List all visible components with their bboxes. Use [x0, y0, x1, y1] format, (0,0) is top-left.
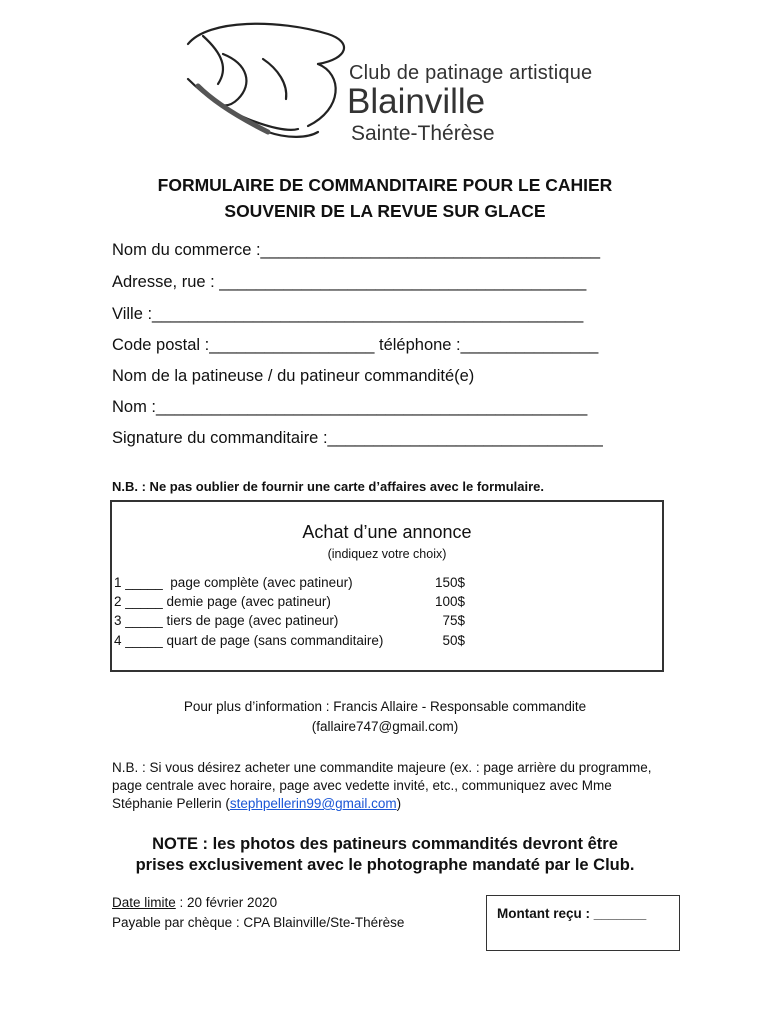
photo-note [60, 834, 710, 876]
payable-text: Payable par chèque : CPA Blainville/Ste-Thérèse [112, 915, 405, 930]
contact-info-line: Pour plus d’information : Francis Allaire - Responsable commandite [183, 699, 587, 714]
nb-commandite-majeure [112, 759, 652, 813]
option-2-label[interactable]: 2 _____ demie page (avec patineur) [114, 594, 331, 609]
annonce-subtitle: (indiquez votre choix) [327, 547, 447, 561]
deadline-block [112, 893, 404, 933]
title-line-1: FORMULAIRE DE COMMANDITAIRE POUR LE CAHIER [157, 175, 613, 195]
field-signature[interactable]: Signature du commanditaire :______________________________ [112, 429, 603, 447]
contact-email: (fallaire747@gmail.com) [311, 719, 459, 734]
nb-carte-affaires: N.B. : Ne pas oublier de fournir une carte d’affaires avec le formulaire. [112, 479, 545, 494]
contact-info [80, 697, 690, 737]
field-adresse[interactable]: Adresse, rue : ________________________________________ [112, 273, 587, 291]
field-code-postal-telephone[interactable]: Code postal :__________________ téléphone :_______________ [112, 336, 599, 354]
field-commerce[interactable]: Nom du commerce :_____________________________________ [112, 241, 601, 259]
montant-recu-label[interactable]: Montant reçu : _______ [497, 906, 647, 921]
annonce-box [110, 500, 664, 672]
logo-city-text: Blainville [347, 82, 486, 121]
logo-subcity-text: Sainte-Thérèse [351, 122, 495, 145]
page-title [60, 172, 710, 224]
note-line-1: NOTE : les photos des patineurs commandités devront être [152, 835, 618, 853]
patineur-heading: Nom de la patineuse / du patineur commandité(e) [112, 367, 475, 385]
option-4-label[interactable]: 4 _____ quart de page (sans commanditaire) [114, 633, 384, 648]
option-1-label[interactable]: 1 _____ page complète (avec patineur) [114, 575, 353, 590]
deadline-value: : 20 février 2020 [175, 895, 278, 910]
email-link[interactable]: stephpellerin99@gmail.com [229, 796, 397, 811]
field-ville[interactable]: Ville :_______________________________________________ [112, 305, 584, 323]
nb-commandite-text: N.B. : Si vous désirez acheter une commandite majeure (ex. : page arrière du programme, page centrale avec horaire, page avec vedette invité, etc., communiquez avec Mme Stéphanie Pellerin ( [112, 760, 652, 811]
logo-club-text: Club de patinage artistique [349, 62, 593, 84]
option-1-price: 150$ [434, 575, 465, 590]
field-nom[interactable]: Nom :_______________________________________________ [112, 398, 588, 416]
annonce-title: Achat d’une annonce [302, 522, 472, 542]
option-3-price: 75$ [442, 613, 465, 628]
title-line-2: SOUVENIR DE LA REVUE SUR GLACE [224, 201, 546, 221]
option-4-price: 50$ [442, 633, 465, 648]
nb-commandite-close: ) [396, 796, 402, 811]
option-3-label[interactable]: 3 _____ tiers de page (avec patineur) [114, 613, 339, 628]
deadline-label: Date limite [112, 895, 176, 910]
montant-recu-box [486, 895, 680, 951]
option-2-price: 100$ [434, 594, 465, 609]
note-line-2: prises exclusivement avec le photographe mandaté par le Club. [135, 856, 635, 874]
